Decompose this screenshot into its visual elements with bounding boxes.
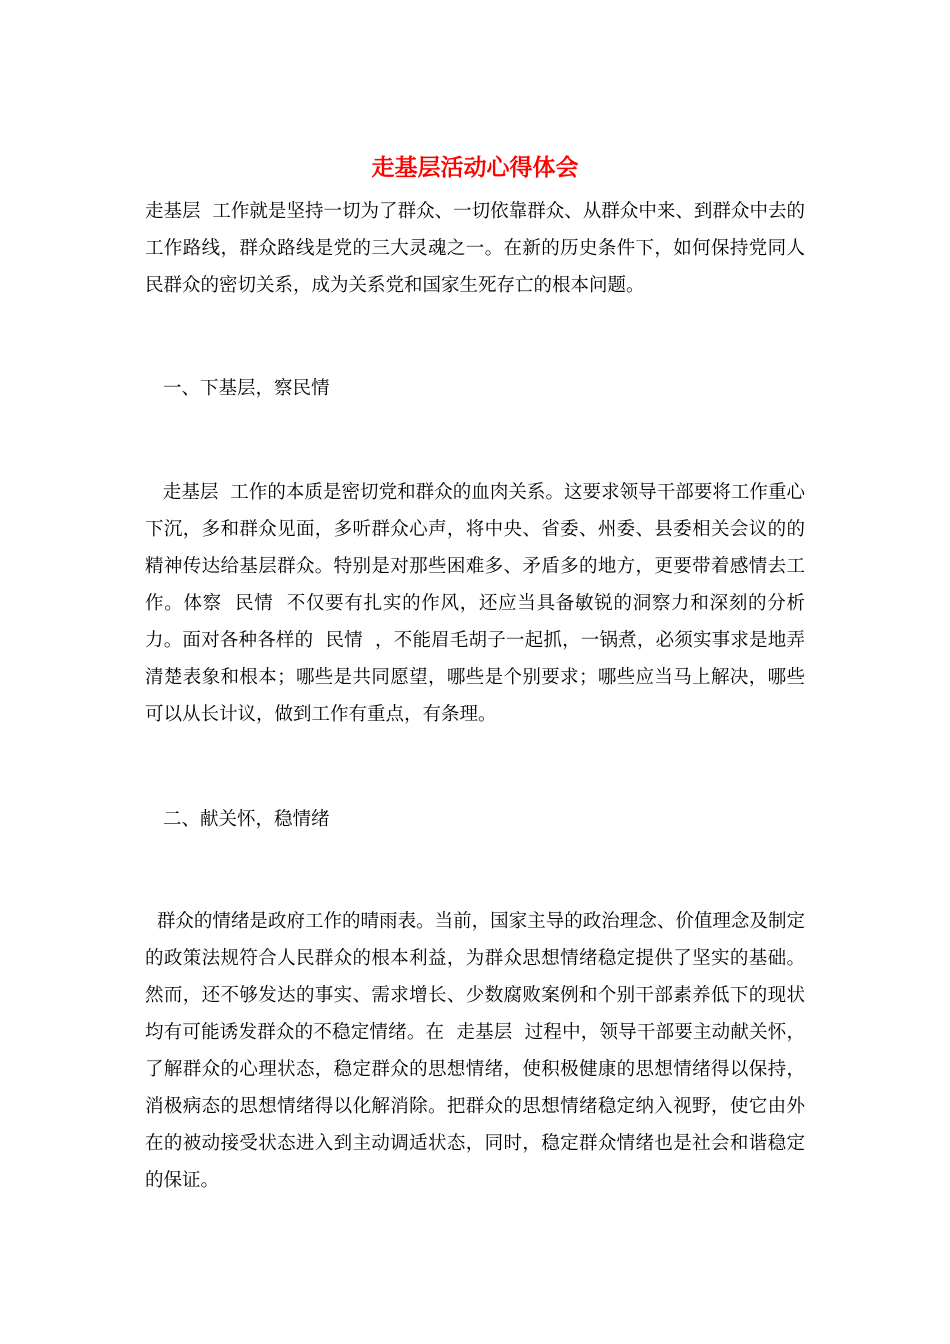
section-2-paragraph: 群众的情绪是政府工作的晴雨表。当前，国家主导的政治理念、价值理念及制定的政策法规符合人民群众的根本利益，为群众思想情绪稳定提供了坚实的基础。然而，还不够发达的事实、需求增长、少数腐败案例和个别干部素养低下的现状均有可能诱发群众的不稳定情绪。在 走基层 过程中，领导干部要主动献关怀，了解群众的心理状态，稳定群众的思想情绪，使积极健康的思想情绪得以保持，消极病态的思想情绪得以化解消除。把群众的思想情绪稳定纳入视野，使它由外在的被动接受状态进入到主动调适状态，同时，稳定群众情绪也是社会和谐稳定的保证。 [145, 911, 805, 1191]
section-2-heading: 二、献关怀，稳情绪 [163, 809, 330, 830]
intro-paragraph: 走基层 工作就是坚持一切为了群众、一切依靠群众、从群众中来、到群众中去的工作路线，群众路线是党的三大灵魂之一。在新的历史条件下，如何保持党同人民群众的密切关系，成为关系党和国家生死存亡的根本问题。 [145, 201, 805, 296]
document-title: 走基层活动心得体会 [371, 154, 579, 181]
section-1-heading: 一、下基层，察民情 [163, 378, 330, 399]
section-1-paragraph: 走基层 工作的本质是密切党和群众的血肉关系。这要求领导干部要将工作重心下沉，多和群众见面，多听群众心声，将中央、省委、州委、县委相关会议的的精神传达给基层群众。特别是对那些困难多、矛盾多的地方，更要带着感情去工作。体察 民情 不仅要有扎实的作风，还应当具备敏锐的洞察力和深刻的分析力。面对各种各样的 民情 ，不能眉毛胡子一起抓，一锅煮，必须实事求是地弄清楚表象和根本；哪些是共同愿望，哪些是个别要求；哪些应当马上解决，哪些可以从长计议，做到工作有重点，有条理。 [145, 482, 805, 725]
